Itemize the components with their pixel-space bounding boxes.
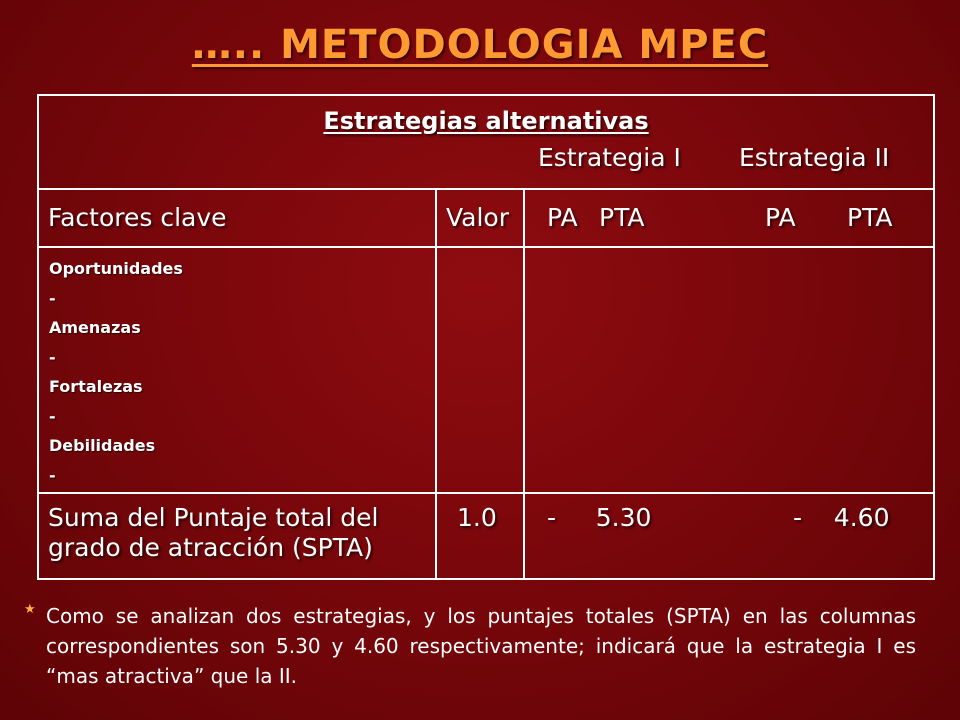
scores-header-cell bbox=[524, 189, 934, 247]
list-item: - bbox=[49, 406, 56, 426]
total-strategy-1: - 5.30 bbox=[547, 503, 652, 532]
factors-row bbox=[38, 247, 934, 493]
conclusion-note: Como se analizan dos estrategias, y los puntajes totales (SPTA) en las columnas correspondientes son 5.30 y 4.60 respectivamente; indicará que la estrategia I es “mas atractiva” que la II. bbox=[46, 604, 916, 688]
column-header-row bbox=[38, 189, 934, 247]
mpec-table bbox=[37, 94, 935, 580]
pta-2-label: PTA bbox=[847, 203, 893, 232]
list-item: - bbox=[49, 465, 56, 485]
list-item: - bbox=[49, 288, 56, 308]
value-empty-cell bbox=[436, 247, 524, 493]
factors-list-cell bbox=[38, 247, 436, 493]
value-header-cell bbox=[436, 189, 524, 247]
total-strategy-2: - 4.60 bbox=[793, 503, 890, 532]
star-bullet-icon: ★ bbox=[24, 602, 36, 617]
list-item: Amenazas bbox=[49, 318, 141, 337]
factors-list bbox=[39, 248, 435, 490]
total-row bbox=[38, 493, 934, 579]
total-value-cell bbox=[436, 493, 524, 579]
list-item: Debilidades bbox=[49, 436, 156, 455]
strategies-header-cell bbox=[38, 95, 934, 189]
total-label-cell bbox=[38, 493, 436, 579]
scores-empty-cell bbox=[524, 247, 934, 493]
total-value: 1.0 bbox=[457, 503, 497, 532]
slide-title: ….. METODOLOGIA MPEC bbox=[191, 22, 769, 68]
pta-1-label: PTA bbox=[599, 203, 645, 232]
total-scores-cell bbox=[524, 493, 934, 579]
total-label: Suma del Puntaje total del grado de atracción (SPTA) bbox=[48, 503, 379, 562]
table-header-row bbox=[38, 95, 934, 189]
strategy-1-label: Estrategia I bbox=[538, 143, 681, 172]
strategies-heading: Estrategias alternativas bbox=[323, 107, 649, 135]
list-item: Fortalezas bbox=[49, 377, 143, 396]
factors-header-cell bbox=[38, 189, 436, 247]
strategy-2-label: Estrategia II bbox=[739, 143, 890, 172]
strategy-names bbox=[39, 143, 933, 179]
list-item: - bbox=[49, 347, 56, 367]
value-label: Valor bbox=[446, 203, 510, 232]
list-item: Oportunidades bbox=[49, 259, 183, 278]
pa-1-label: PA bbox=[547, 203, 578, 232]
factors-label: Factores clave bbox=[48, 203, 227, 232]
pa-2-label: PA bbox=[765, 203, 796, 232]
